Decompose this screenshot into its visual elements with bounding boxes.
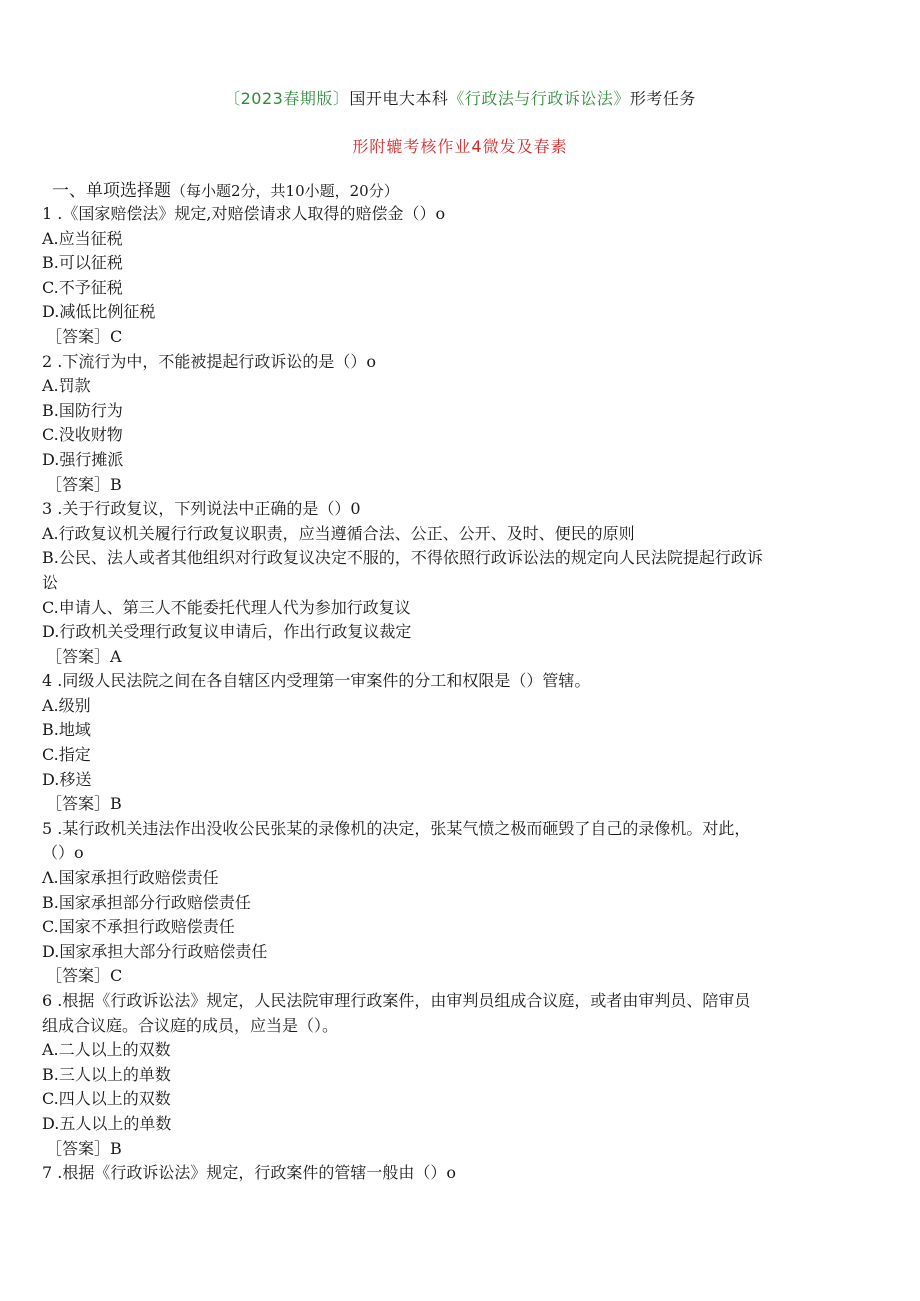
answer-key: ［答案］A bbox=[46, 646, 122, 666]
question-stem-continuation: 讼 bbox=[42, 572, 59, 592]
answer-option: D.五人以上的单数 bbox=[42, 1113, 172, 1133]
answer-option: Λ.国家承担行政赔偿责任 bbox=[42, 868, 219, 888]
answer-option: A.行政复议机关履行行政复议职责，应当遵循合法、公正、公开、及时、便民的原则 bbox=[42, 523, 635, 543]
answer-option: C.申请人、第三人不能委托代理人代为参加行政复议 bbox=[42, 597, 411, 617]
answer-option: A.级别 bbox=[42, 695, 91, 715]
answer-option: D.移送 bbox=[42, 769, 92, 789]
question-stem: 2 .下流行为中，不能被提起行政诉讼的是（）o bbox=[42, 351, 376, 371]
answer-option: C.指定 bbox=[42, 745, 91, 765]
answer-option: C.四人以上的双数 bbox=[42, 1089, 171, 1109]
answer-option: D.行政机关受理行政复议申请后，作出行政复议裁定 bbox=[42, 622, 412, 642]
answer-option: A.应当征税 bbox=[42, 228, 123, 248]
answer-option: C.不予征税 bbox=[42, 277, 123, 297]
answer-key: ［答案］B bbox=[46, 474, 122, 494]
question-list bbox=[42, 202, 882, 1186]
answer-option: B.地域 bbox=[42, 720, 91, 740]
answer-key: ［答案］B bbox=[46, 1138, 122, 1158]
answer-option: B.公民、法人或者其他组织对行政复议决定不服的，不得依照行政诉讼法的规定向人民法院提起行政诉 bbox=[42, 548, 763, 568]
question-stem: 7 .根据《行政诉讼法》规定，行政案件的管辖一般由（）o bbox=[42, 1163, 456, 1183]
title-suffix: 形考任务 bbox=[629, 89, 696, 108]
document-title-line-2: 形附辘考核作业4微发及春素 bbox=[352, 137, 568, 156]
title-edition-tag: 〔2023春期版〕 bbox=[224, 89, 350, 108]
section-heading bbox=[52, 176, 399, 201]
answer-option: A.罚款 bbox=[42, 376, 91, 396]
question-stem: 1 .《国家赔偿法》规定,对赔偿请求人取得的赔偿金（）o bbox=[42, 204, 446, 223]
answer-key: ［答案］C bbox=[46, 966, 123, 986]
document-title-line-1 bbox=[0, 86, 920, 109]
section-heading-note: （每小题2分，共10小题，20分） bbox=[171, 182, 399, 200]
answer-option: B.国防行为 bbox=[42, 400, 123, 420]
answer-option: D.国家承担大部分行政赔偿责任 bbox=[42, 941, 268, 961]
question-stem: 5 .某行政机关违法作出没收公民张某的录像机的决定，张某气愤之极而砸毁了自己的录像机。对此， bbox=[42, 818, 751, 838]
answer-key: ［答案］C bbox=[46, 326, 123, 346]
question-stem: 4 .同级人民法院之间在各自辖区内受理第一审案件的分工和权限是（）管辖。 bbox=[42, 671, 591, 691]
section-heading-text: 一、单项选择题 bbox=[52, 181, 171, 201]
answer-option: D.减低比例征税 bbox=[42, 302, 156, 322]
question-stem-continuation: （）o bbox=[42, 843, 84, 863]
answer-option: B.可以征税 bbox=[42, 253, 123, 273]
answer-option: C.没收财物 bbox=[42, 425, 123, 445]
question-stem: 3 .关于行政复议，下列说法中正确的是（）0 bbox=[42, 499, 361, 519]
answer-option: D.强行摊派 bbox=[42, 449, 124, 469]
question-stem: 6 .根据《行政诉讼法》规定，人民法院审理行政案件，由审判员组成合议庭，或者由审判员、陪审员 bbox=[42, 991, 751, 1010]
answer-key: ［答案］B bbox=[46, 794, 122, 814]
title-main: 国开电大本科 bbox=[349, 89, 449, 108]
answer-option: A.二人以上的双数 bbox=[42, 1040, 171, 1060]
answer-option: B.国家承担部分行政赔偿责任 bbox=[42, 892, 251, 912]
answer-option: B.三人以上的单数 bbox=[42, 1064, 171, 1084]
answer-option: C.国家不承担行政赔偿责任 bbox=[42, 917, 235, 937]
title-course-name: 《行政法与行政诉讼法》 bbox=[448, 89, 630, 108]
question-stem-continuation: 组成合议庭。合议庭的成员，应当是（）。 bbox=[42, 1015, 339, 1035]
